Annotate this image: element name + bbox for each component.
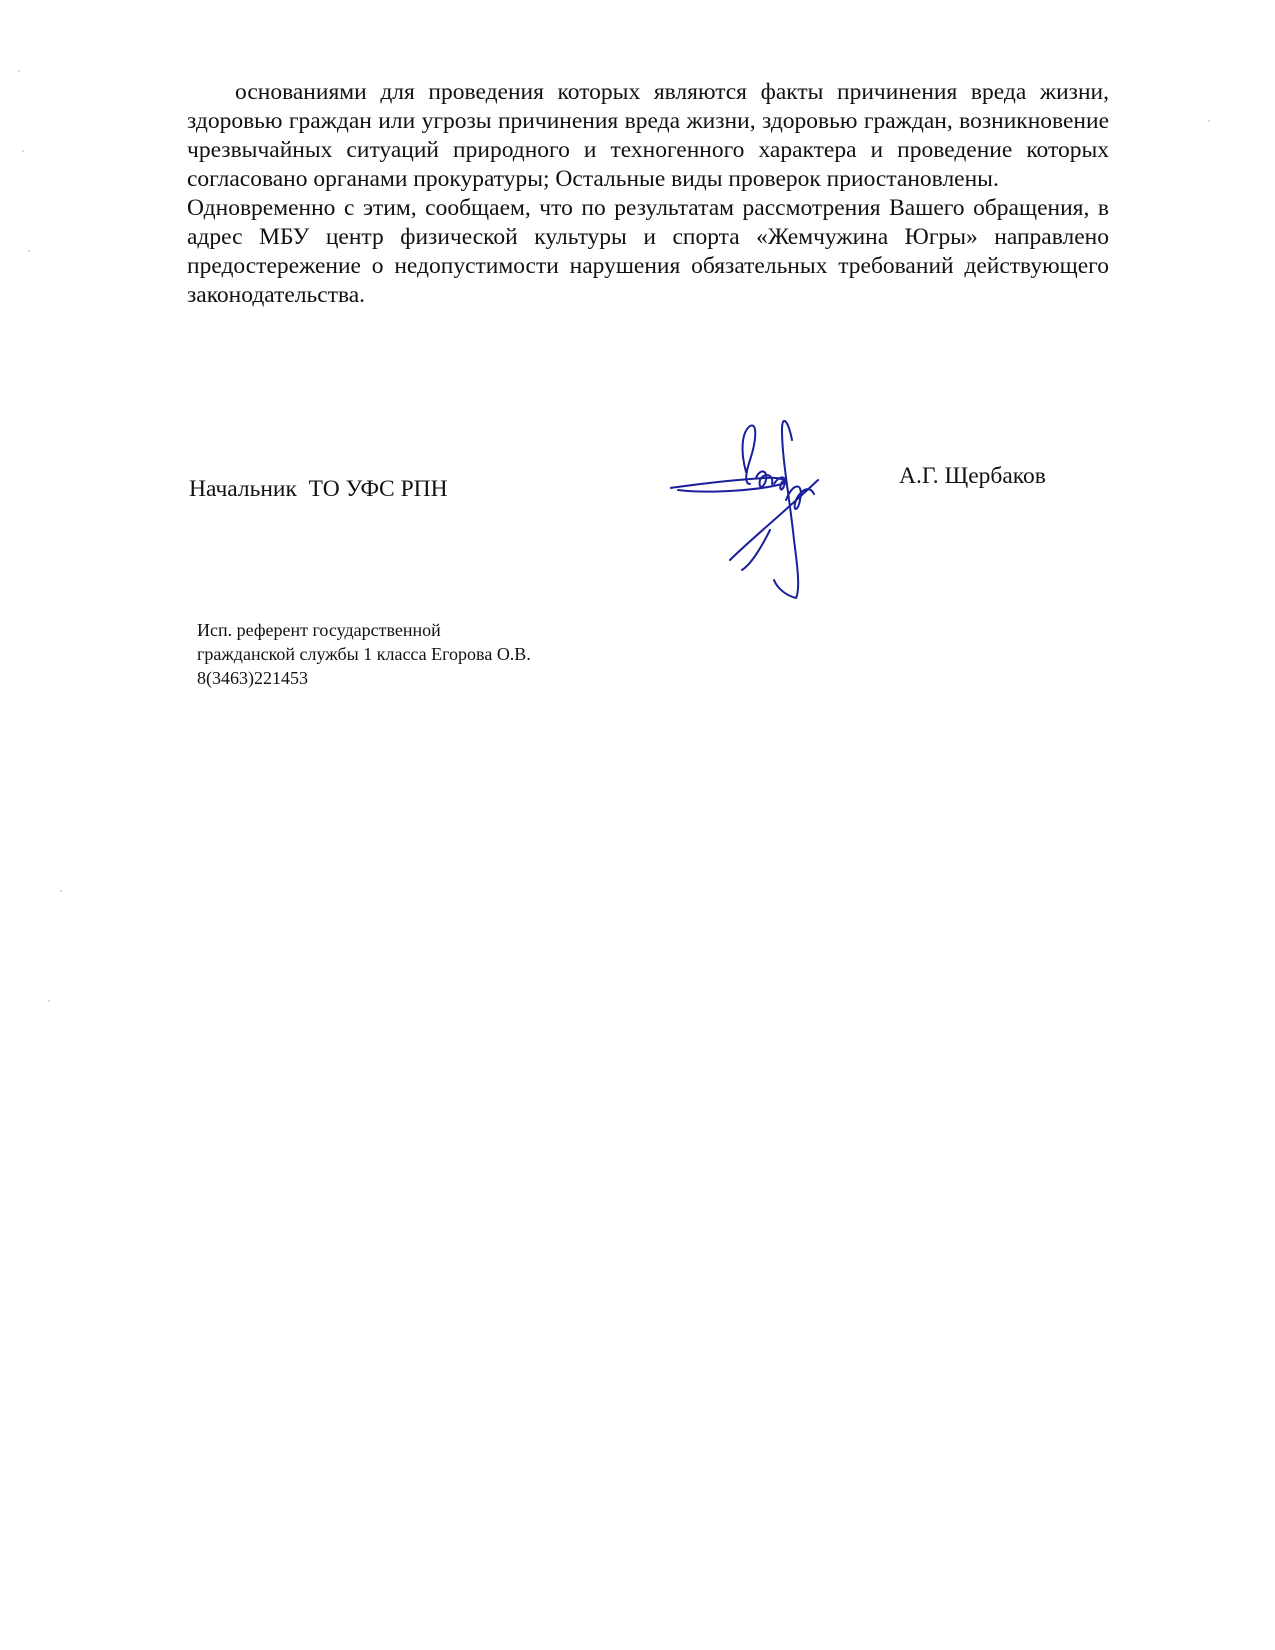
executor-block (197, 618, 531, 690)
executor-line-2: гражданской службы 1 класса Егорова О.В. (197, 644, 531, 664)
scan-speck (22, 150, 24, 152)
scan-speck (1208, 120, 1210, 122)
scan-speck (60, 890, 62, 892)
scan-speck (48, 1000, 50, 1002)
scan-speck (28, 250, 30, 252)
signer-title: Начальник ТО УФС РПН (189, 476, 448, 502)
body-paragraph-2: Одновременно с этим, сообщаем, что по результатам рассмотрения Вашего обращения, в адрес МБУ центр физической культуры и спорта «Жемчужина Югры» направлено предостережение о недопустимости нарушения обязательных требований действующего законодательства. (187, 195, 1109, 308)
handwritten-signature (670, 420, 850, 620)
signer-name: А.Г. Щербаков (899, 463, 1046, 489)
executor-line-1: Исп. референт государственной (197, 620, 441, 640)
executor-phone: 8(3463)221453 (197, 668, 308, 688)
scan-speck (18, 70, 20, 72)
body-paragraph-1: основаниями для проведения которых являются факты причинения вреда жизни, здоровью граждан или угрозы причинения вреда жизни, здоровью граждан, возникновение чрезвычайных ситуаций природного и техногенного характера и проведение которых согласовано органами прокуратуры; Остальные виды проверок приостановлены. (187, 79, 1109, 192)
letter-body (187, 78, 1109, 310)
